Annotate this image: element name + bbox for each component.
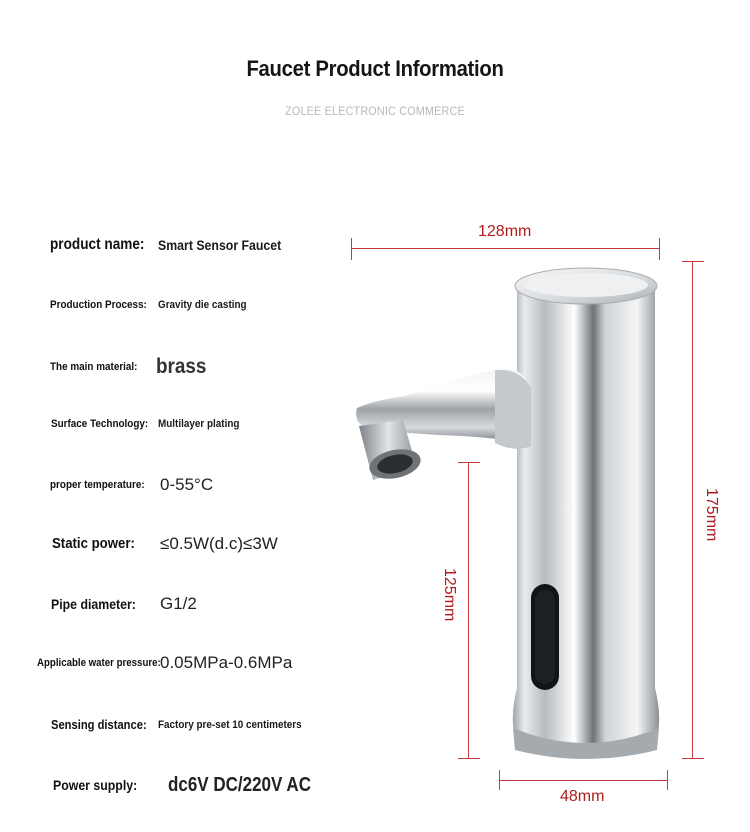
dimension-tick <box>458 758 480 759</box>
dimension-height-total: 175mm <box>703 488 720 542</box>
dimension-tick <box>682 261 704 262</box>
spec-value: Multilayer plating <box>158 418 240 430</box>
spec-label: Surface Technology: <box>51 418 149 430</box>
dimension-line-height-total <box>692 262 693 758</box>
dimension-height-spout: 125mm <box>441 568 458 622</box>
spec-value: Gravity die casting <box>158 299 247 311</box>
brand-subtitle: ZOLEE ELECTRONIC COMMERCE <box>285 104 465 118</box>
fine-print-line <box>0 139 750 144</box>
spec-label: The main material: <box>50 361 138 373</box>
spec-row-static-power <box>0 529 360 559</box>
dimension-line-height-spout <box>468 463 469 758</box>
spec-label: product name: <box>50 236 145 253</box>
dimension-tick <box>659 238 660 260</box>
spec-value: brass <box>156 355 207 378</box>
spec-row-main-material <box>0 352 360 382</box>
dimension-line-width-base <box>500 780 667 781</box>
spec-label: Power supply: <box>53 777 138 793</box>
dimension-tick <box>351 238 352 260</box>
dimension-width-top: 128mm <box>478 223 532 240</box>
dimension-width-base: 48mm <box>560 788 605 805</box>
spec-value: dc6V DC/220V AC <box>168 774 311 796</box>
dimension-tick <box>667 770 668 790</box>
dimension-tick <box>458 462 480 463</box>
spec-row-production-process <box>0 290 360 320</box>
spec-row-pipe-diameter <box>0 589 360 619</box>
spec-label: Applicable water pressure: <box>37 657 161 669</box>
spec-row-surface-technology <box>0 409 360 439</box>
dimension-tick <box>682 758 704 759</box>
fine-print-line <box>0 127 750 132</box>
spec-value: 0-55°C <box>160 475 214 494</box>
faucet-image <box>345 258 665 768</box>
spec-label: Production Process: <box>50 299 147 311</box>
dimension-line-width-top <box>352 248 659 249</box>
spec-row-water-pressure <box>0 648 360 678</box>
spec-value: 0.05MPa-0.6MPa <box>160 653 293 672</box>
spec-row-proper-temperature <box>0 470 360 500</box>
spec-row-sensing-distance <box>0 710 360 740</box>
spec-label: Static power: <box>52 535 135 552</box>
spec-label: Sensing distance: <box>51 717 147 732</box>
spec-label: proper temperature: <box>50 479 145 491</box>
page-title: Faucet Product Information <box>246 56 504 81</box>
spec-value: G1/2 <box>160 594 197 613</box>
spec-value: Factory pre-set 10 centimeters <box>158 719 302 731</box>
spec-label: Pipe diameter: <box>51 596 136 612</box>
spec-row-product-name <box>0 230 360 260</box>
spec-row-power-supply <box>0 770 360 800</box>
spec-value: Smart Sensor Faucet <box>158 237 282 253</box>
spec-value: ≤0.5W(d.c)≤3W <box>160 534 278 553</box>
